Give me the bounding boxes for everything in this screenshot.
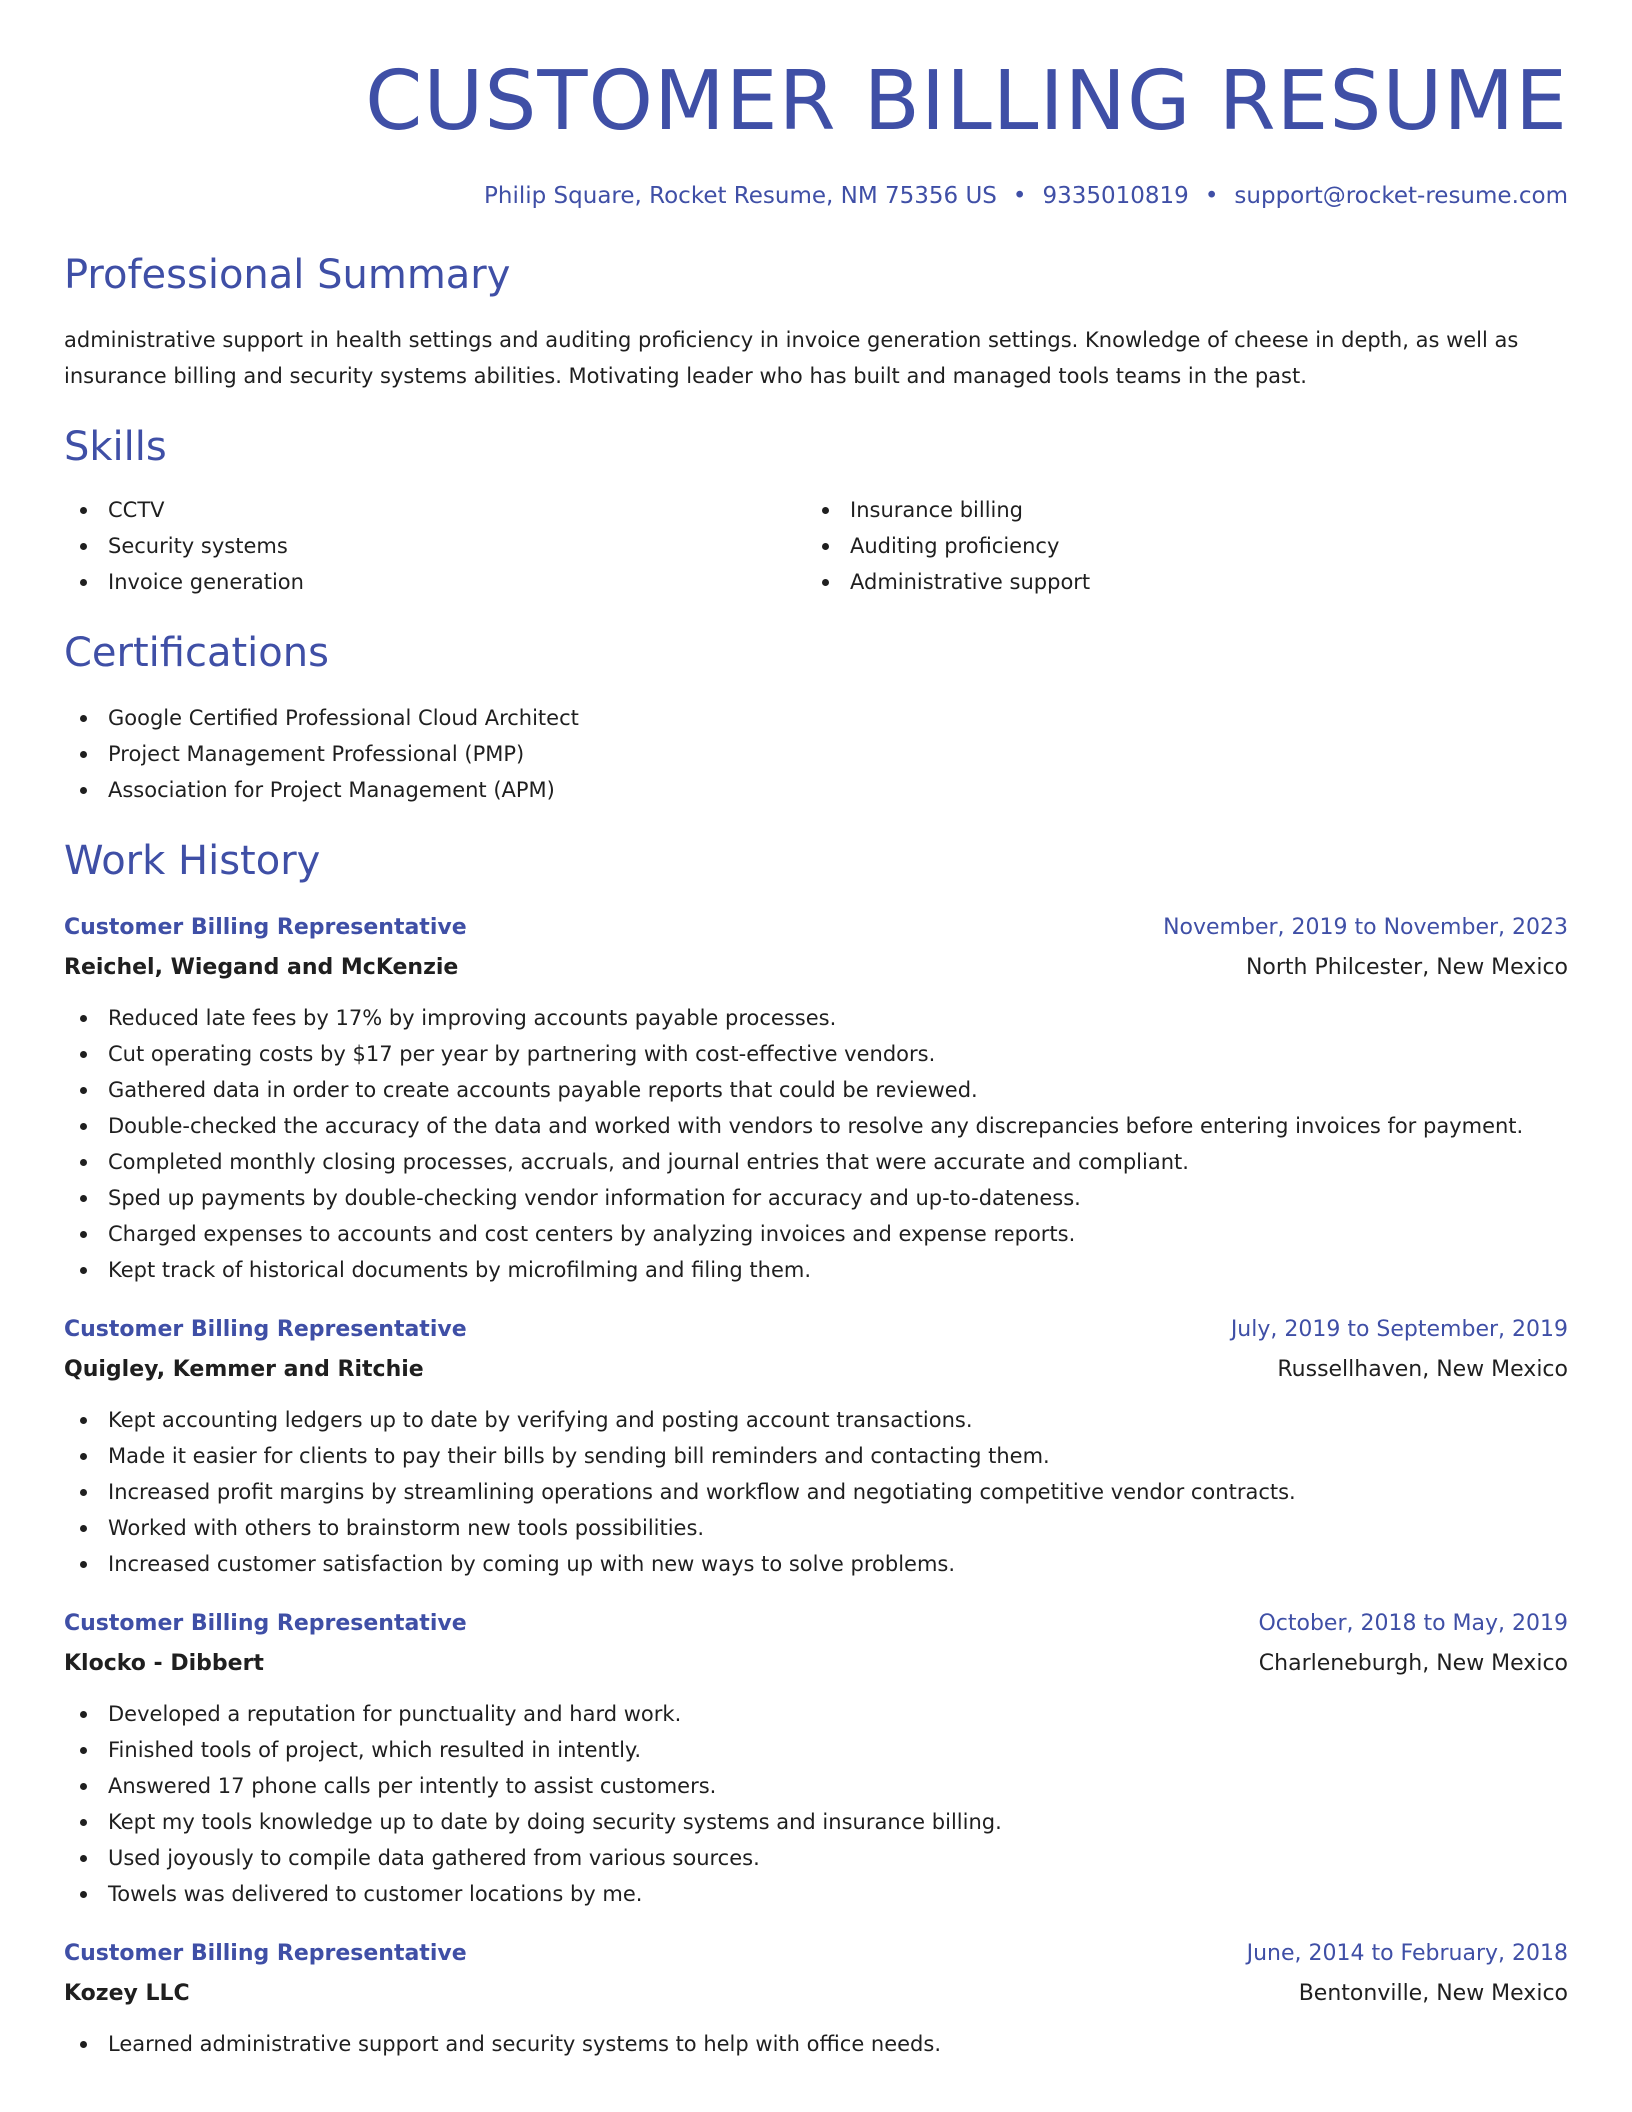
job-bullet: Completed monthly closing processes, accruals, and journal entries that were accurate and compliant. (64, 1144, 1568, 1180)
certification-item: Project Management Professional (PMP) (64, 736, 1568, 772)
skill-item: Auditing proficiency (806, 528, 1548, 564)
job-entry (64, 1934, 1568, 2062)
job-bullet: Made it easier for clients to pay their bills by sending bill reminders and contacting them. (64, 1438, 1568, 1474)
job-title: Customer Billing Representative (64, 1941, 467, 1966)
job-location: Charleneburgh, New Mexico (1258, 1651, 1568, 1676)
resume-title: CUSTOMER BILLING RESUME (365, 54, 1568, 149)
job-location: Russellhaven, New Mexico (1277, 1357, 1568, 1382)
job-title: Customer Billing Representative (64, 1317, 467, 1342)
job-location: Bentonville, New Mexico (1298, 1981, 1568, 2006)
contact-email: support@rocket-resume.com (1234, 183, 1568, 209)
contact-phone: 9335010819 (1042, 183, 1189, 209)
job-bullet: Towels was delivered to customer locations by me. (64, 1876, 1568, 1912)
skills-heading: Skills (64, 424, 167, 470)
job-dates: October, 2018 to May, 2019 (1258, 1611, 1568, 1636)
job-bullet-list (64, 1402, 1568, 1582)
job-bullet: Cut operating costs by $17 per year by partnering with cost-effective vendors. (64, 1036, 1568, 1072)
contact-address: Philip Square, Rocket Resume, NM 75356 US (484, 183, 997, 209)
job-bullet: Reduced late fees by 17% by improving accounts payable processes. (64, 1000, 1568, 1036)
summary-heading: Professional Summary (64, 252, 511, 298)
job-dates: July, 2019 to September, 2019 (1230, 1317, 1568, 1342)
skill-item: CCTV (64, 492, 806, 528)
skills-grid (64, 492, 1568, 600)
contact-separator: • (1012, 183, 1027, 209)
job-bullet: Learned administrative support and security systems to help with office needs. (64, 2026, 1568, 2062)
contact-separator: • (1204, 183, 1219, 209)
job-bullet: Kept track of historical documents by microfilming and filing them. (64, 1252, 1568, 1288)
skill-item: Insurance billing (806, 492, 1548, 528)
job-entry (64, 1310, 1568, 1582)
certifications-heading: Certifications (64, 630, 329, 676)
job-dates: November, 2019 to November, 2023 (1163, 915, 1568, 940)
job-company: Reichel, Wiegand and McKenzie (64, 955, 459, 980)
job-company: Klocko - Dibbert (64, 1651, 264, 1676)
job-dates: June, 2014 to February, 2018 (1246, 1941, 1568, 1966)
job-title: Customer Billing Representative (64, 915, 467, 940)
skill-item: Invoice generation (64, 564, 806, 600)
resume-header (64, 0, 1568, 212)
contact-line (64, 180, 1568, 212)
skills-column-left (64, 492, 806, 600)
job-bullet: Sped up payments by double-checking vendor information for accuracy and up-to-dateness. (64, 1180, 1568, 1216)
job-bullet: Used joyously to compile data gathered from various sources. (64, 1840, 1568, 1876)
job-company: Quigley, Kemmer and Ritchie (64, 1357, 424, 1382)
summary-text: administrative support in health settings and auditing proficiency in invoice generation settings. Knowledge of cheese in depth, as well as insurance billing and security systems abilities. Motivating leader who has built and managed tools teams in the past. (64, 328, 1519, 388)
job-location: North Philcester, New Mexico (1245, 955, 1568, 980)
work-history-heading: Work History (64, 838, 321, 884)
job-bullet-list (64, 2026, 1568, 2062)
job-company: Kozey LLC (64, 1981, 190, 2006)
job-bullet: Worked with others to brainstorm new tools possibilities. (64, 1510, 1568, 1546)
job-bullet-list (64, 1696, 1568, 1912)
certifications-list (64, 700, 1568, 808)
certification-item: Association for Project Management (APM) (64, 772, 1568, 808)
certification-item: Google Certified Professional Cloud Architect (64, 700, 1568, 736)
job-entry (64, 1604, 1568, 1912)
job-bullet: Finished tools of project, which resulted in intently. (64, 1732, 1568, 1768)
job-bullet: Charged expenses to accounts and cost centers by analyzing invoices and expense reports. (64, 1216, 1568, 1252)
job-bullet: Increased customer satisfaction by coming up with new ways to solve problems. (64, 1546, 1568, 1582)
job-bullet-list (64, 1000, 1568, 1288)
job-bullet: Increased profit margins by streamlining operations and workflow and negotiating competitive vendor contracts. (64, 1474, 1568, 1510)
job-bullet: Double-checked the accuracy of the data and worked with vendors to resolve any discrepancies before entering invoices for payment. (64, 1108, 1568, 1144)
job-bullet: Developed a reputation for punctuality and hard work. (64, 1696, 1568, 1732)
skills-column-right (806, 492, 1548, 600)
skill-item: Security systems (64, 528, 806, 564)
job-title: Customer Billing Representative (64, 1611, 467, 1636)
job-bullet: Kept accounting ledgers up to date by verifying and posting account transactions. (64, 1402, 1568, 1438)
job-bullet: Gathered data in order to create accounts payable reports that could be reviewed. (64, 1072, 1568, 1108)
job-entry (64, 908, 1568, 1288)
job-bullet: Kept my tools knowledge up to date by doing security systems and insurance billing. (64, 1804, 1568, 1840)
skill-item: Administrative support (806, 564, 1548, 600)
job-bullet: Answered 17 phone calls per intently to assist customers. (64, 1768, 1568, 1804)
